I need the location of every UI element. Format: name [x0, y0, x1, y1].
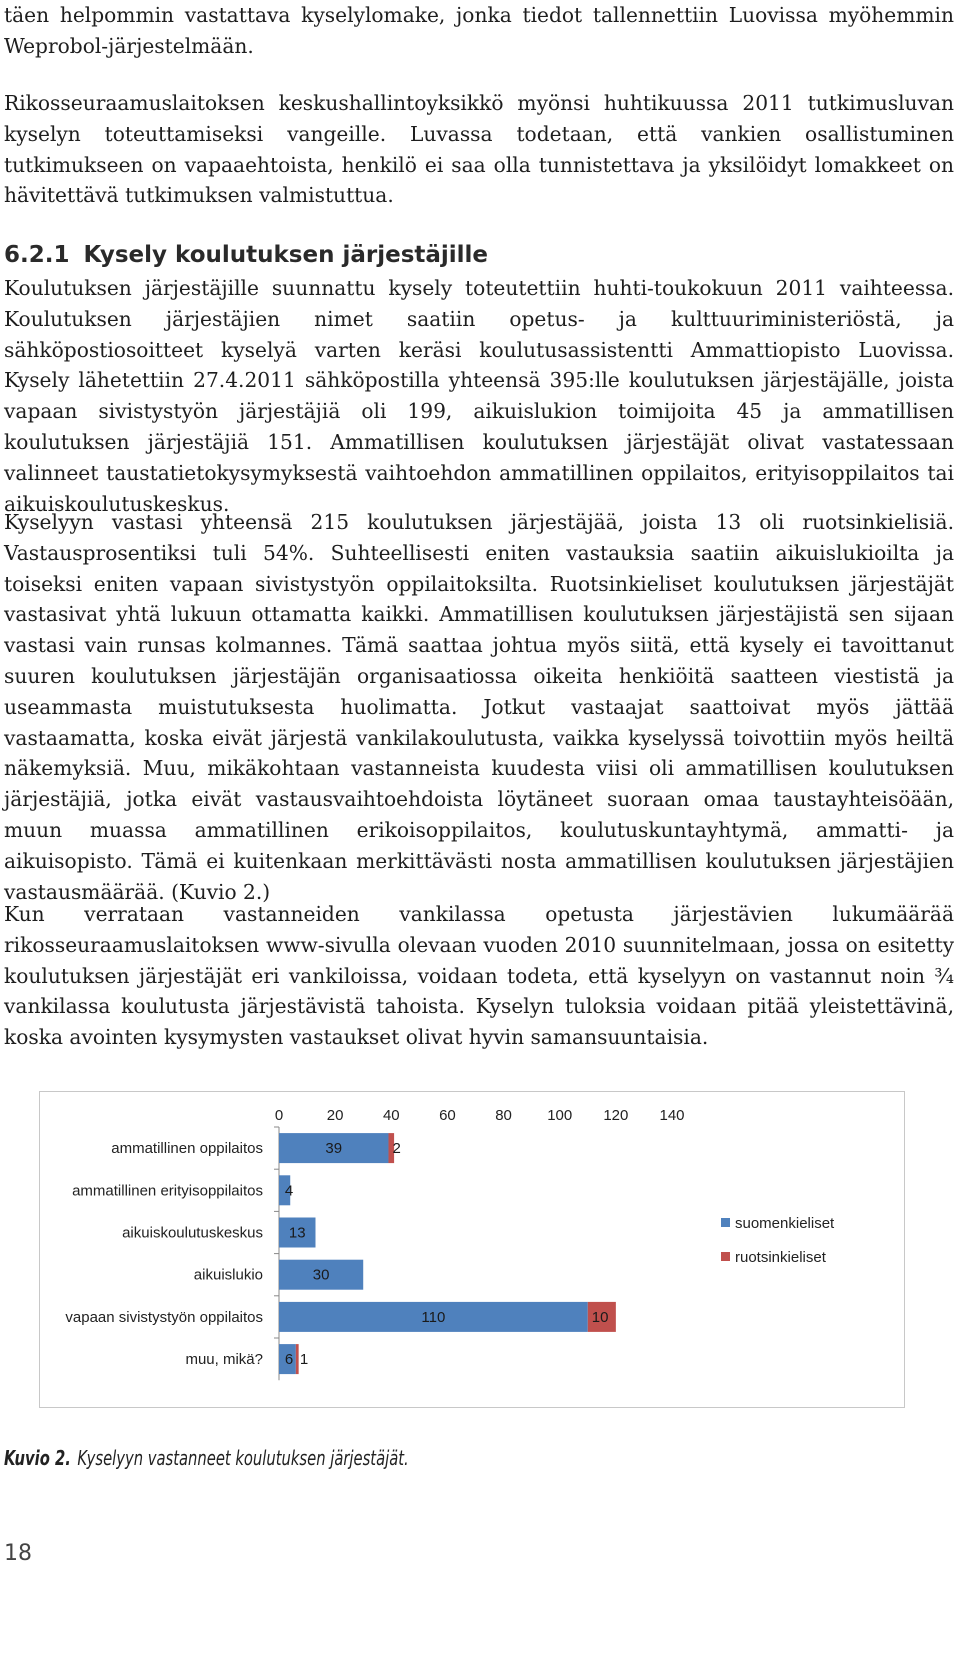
category-label-5: muu, mikä? [185, 1351, 263, 1369]
paragraph-2: Rikosseuraamuslaitoksen keskushallintoyksikkö myönsi huhtikuussa 2011 tutkimusluvan kyselyn toteuttamiseksi vangeille. Luvassa todetaan, että vankien osallistuminen tutkimukseen on vapaaehtoista, henkilö ei saa olla tunnistettava ja yksilöidyt lomakkeet on hävitettävä tutkimuksen valmistuttua. [4, 91, 954, 208]
x-tick-label-0: 0 [274, 1107, 284, 1124]
chart-svg [40, 1092, 904, 1407]
x-tick-label-2: 40 [382, 1107, 400, 1124]
caption-text: Kyselyyn vastanneet koulutuksen järjestäjät. [77, 1446, 409, 1470]
data-label-suomenkieliset-1: 4 [284, 1182, 294, 1200]
category-label-2: aikuiskoulutuskeskus [122, 1224, 263, 1242]
bar-chart [39, 1091, 905, 1408]
caption-label: Kuvio 2. [4, 1446, 71, 1470]
section-heading [4, 242, 488, 268]
category-label-3: aikuislukio [193, 1266, 263, 1284]
category-label-0: ammatillinen oppilaitos [111, 1140, 263, 1158]
x-tick-label-1: 20 [326, 1107, 344, 1124]
legend-label-ruotsinkieliset: ruotsinkieliset [735, 1249, 826, 1266]
category-label-1: ammatillinen erityisoppilaitos [72, 1182, 263, 1200]
figure-caption [4, 1446, 409, 1470]
legend-swatch-ruotsinkieliset [721, 1252, 730, 1261]
bar-ruotsinkieliset-5 [296, 1344, 299, 1374]
data-label-suomenkieliset-3: 30 [312, 1266, 330, 1284]
data-label-suomenkieliset-5: 6 [284, 1351, 294, 1369]
section-title: Kysely koulutuksen järjestäjille [83, 242, 489, 268]
section-number: 6.2.1 [4, 242, 70, 268]
paragraph-5: Kun verrataan vastanneiden vankilassa opetusta järjestävien lukumäärää rikosseuraamuslaitoksen www-sivulla olevaan vuoden 2010 suunnitelmaan, jossa on esitetty koulutuksen järjestäjät eri vankiloissa, voidaan todeta, että kyselyyn on vastannut noin ¾ vankilassa koulutusta järjestävistä tahoista. Kyselyn tuloksia voidaan pitää yleistettävinä, koska avointen kysymysten vastaukset olivat hyvin samansuuntaisia. [4, 902, 954, 1050]
data-label-ruotsinkieliset-0: 2 [392, 1140, 401, 1158]
paragraph-3: Koulutuksen järjestäjille suunnattu kysely toteutettiin huhti-toukokuun 2011 vaihteessa. Koulutuksen järjestäjien nimet saatiin opetus- ja kulttuuriministeriöstä, ja sähköpostiosoitteet kyselyä varten keräsi koulutusassistentti Ammattiopisto Luovissa. Kysely lähetettiin 27.4.2011 sähköpostilla yhteensä 395:lle koulutuksen järjestäjälle, joista vapaan sivistystyön järjestäjiä oli 199, aikuislukion toimijoita 45 ja ammatillisen koulutuksen järjestäjiä 151. Ammatillisen koulutuksen järjestäjät olivat vastatessaan valinneet taustatietokysymyksestä vaihtoehdon ammatillinen oppilaitos, erityisoppilaitos tai aikuiskoulutuskeskus. [4, 276, 954, 516]
legend-label-suomenkieliset: suomenkieliset [735, 1215, 835, 1232]
data-label-ruotsinkieliset-5: 1 [299, 1351, 309, 1369]
paragraph-1: täen helpommin vastattava kyselylomake, jonka tiedot tallennettiin Luovissa myöhemmin Weprobol-järjestelmään. [4, 3, 954, 58]
category-label-4: vapaan sivistystyön oppilaitos [65, 1308, 263, 1326]
data-label-suomenkieliset-4: 110 [421, 1308, 446, 1326]
data-label-suomenkieliset-2: 13 [288, 1224, 306, 1242]
x-tick-label-5: 100 [547, 1107, 573, 1124]
paragraph-4: Kyselyyn vastasi yhteensä 215 koulutuksen järjestäjää, joista 13 oli ruotsinkielisiä. Vastausprosentiksi tuli 54%. Suhteellisesti eniten vastauksia saatiin aikuislukioilta ja toiseksi eniten vapaan sivistystyön oppilaitoksilta. Ruotsinkieliset koulutuksen järjestäjät vastasivat yhtä lukuun ottamatta kaikki. Ammatillisen koulutuksen järjestäjistä sen sijaan vastasi vain runsas kolmannes. Tämä saattaa johtua myös siitä, että kysely ei tavoittanut suuren koulutuksen järjestäjän organisaatiossa oikeita henkiöitä saatteen viestistä ja useammasta muistutuksesta huolimatta. Jotkut vastaajat saattoivat myös jättää vastaamatta, koska eivät järjestä vankilakoulutusta, vaikka kyselyssä toivottiin myös heiltä näkemyksiä. Muu, mikäkohtaan vastanneista kuudesta viisi oli ammatillisen koulutuksen järjestäjiä, jotka eivät vastausvaihtoehdoista löytäneet suoraan omaa taustayhteisöään, muun muassa ammatillinen erikoisoppilaitos, koulutuskuntayhtymä, ammatti- ja aikuisopisto. Tämä ei kuitenkaan merkittävästi nosta ammatillisen koulutuksen järjestäjien vastausmäärää. (Kuvio 2.) [4, 510, 954, 904]
data-label-suomenkieliset-0: 39 [325, 1140, 343, 1158]
x-tick-label-4: 80 [495, 1107, 512, 1124]
legend-swatch-suomenkieliset [721, 1218, 730, 1227]
x-tick-label-6: 120 [603, 1107, 629, 1124]
x-tick-label-7: 140 [659, 1107, 685, 1124]
x-tick-label-3: 60 [439, 1107, 456, 1124]
page-number: 18 [4, 1541, 32, 1566]
data-label-ruotsinkieliset-4: 10 [591, 1308, 609, 1326]
